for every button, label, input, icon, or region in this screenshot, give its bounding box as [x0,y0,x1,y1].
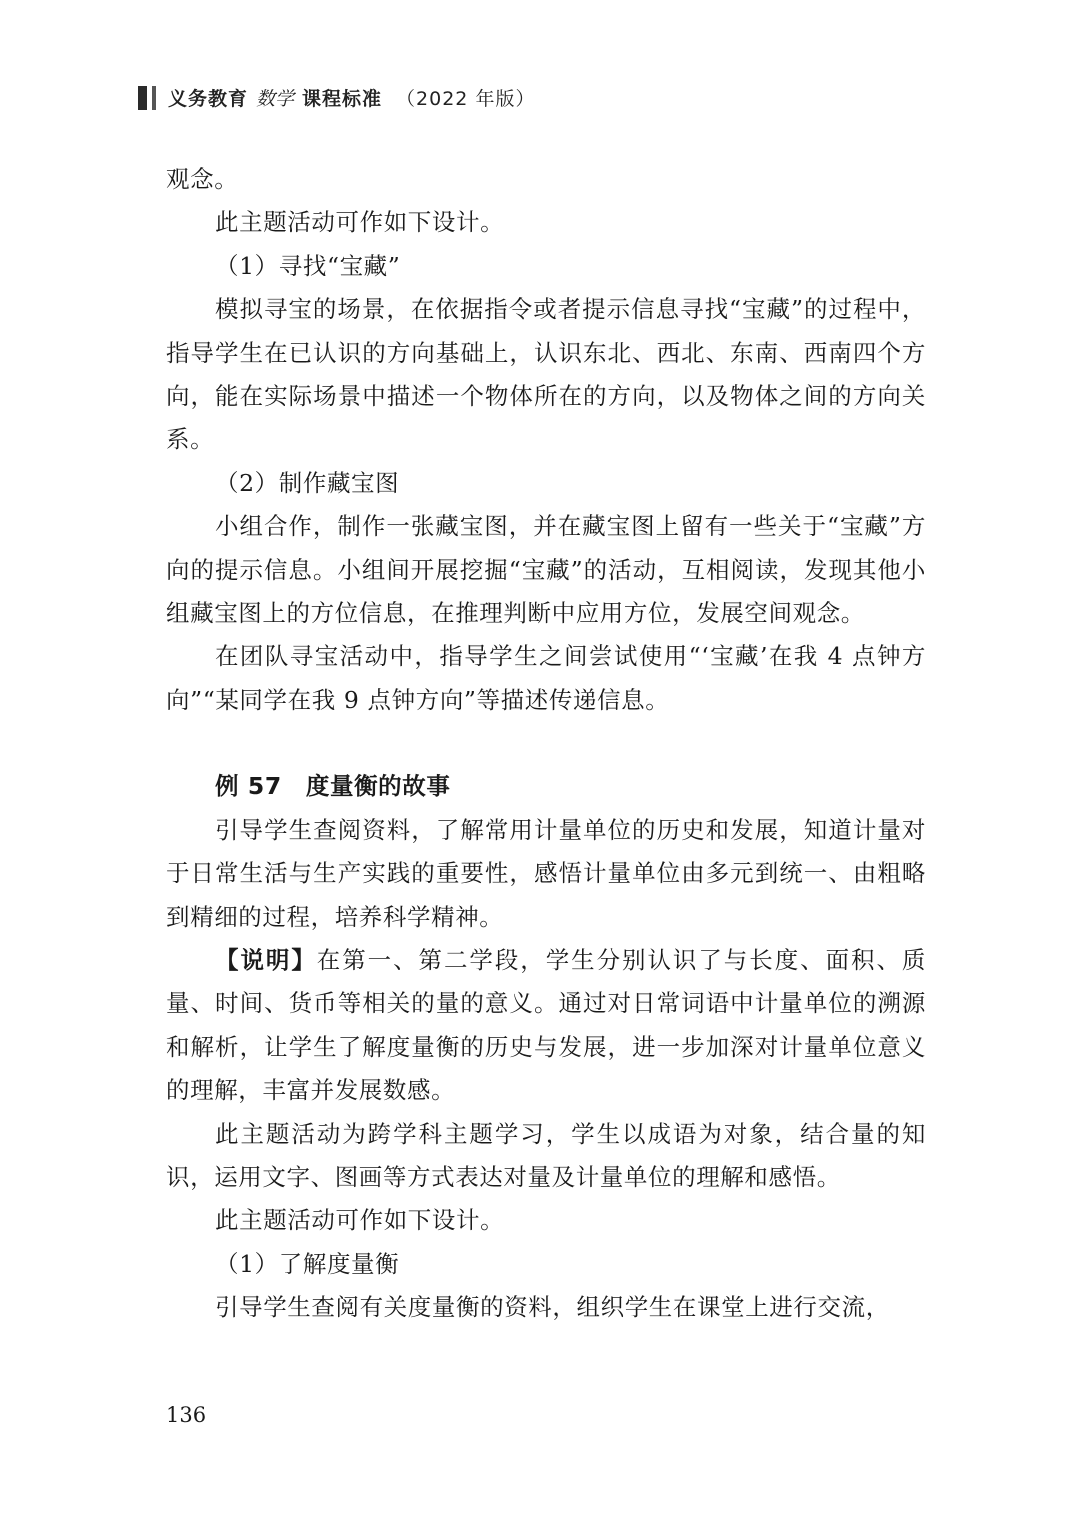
header-bars-icon [138,86,156,110]
paragraph: 在团队寻宝活动中，指导学生之间尝试使用“‘宝藏’在我 4 点钟方向”“某同学在我 9 点钟方向”等描述传递信息。 [166,642,926,714]
section-heading: （2）制作藏宝图 [215,468,400,497]
paragraph: 引导学生查阅资料，了解常用计量单位的历史和发展，知道计量对于日常生活与生产实践的重要性，感悟计量单位由多元到统一、由粗略到精细的过程，培养科学精神。 [166,815,926,931]
paragraph: 此主题活动可作如下设计。 [215,1206,505,1235]
paragraph: 此主题活动可作如下设计。 [215,208,505,237]
page-number: 136 [166,1403,207,1427]
paragraph: 模拟寻宝的场景，在依据指令或者提示信息寻找“宝藏”的过程中，指导学生在已认识的方向基础上，认识东北、西北、东南、西南四个方向，能在实际场景中描述一个物体所在的方向，以及物体之间的方向关系。 [166,295,926,454]
note-text: 在第一、第二学段，学生分别认识了与长度、面积、质量、时间、货币等相关的量的意义。通过对日常词语中计量单位的溯源和解析，让学生了解度量衡的历史与发展，进一步加深对计量单位意义的理解，丰富并发展数感。 [166,945,926,1105]
section-heading: （1）寻找“宝藏” [215,251,401,280]
note-paragraph [166,939,926,1113]
header-subject: 数学 [256,88,295,110]
paragraph: 小组合作，制作一张藏宝图，并在藏宝图上留有一些关于“宝藏”方向的提示信息。小组间开展挖掘“宝藏”的活动，互相阅读，发现其他小组藏宝图上的方位信息，在推理判断中应用方位，发展空间观念。 [166,512,926,628]
header-bar-thin [152,86,156,110]
header-edition: （2022 年版） [396,88,536,110]
section-heading: （1）了解度量衡 [215,1249,400,1278]
paragraph: 引导学生查阅有关度量衡的资料，组织学生在课堂上进行交流， [215,1293,890,1322]
paragraph: 此主题活动为跨学科主题学习，学生以成语为对象，结合量的知识，运用文字、图画等方式表达对量及计量单位的理解和感悟。 [166,1119,926,1191]
header-bar-thick [138,86,147,110]
page-body [166,158,926,1330]
header-title: 义务教育 [168,88,249,110]
running-header [138,84,535,111]
header-title-suffix: 课程标准 [302,88,383,110]
note-label: 【说明】 [215,945,317,974]
example-title: 例 57 度量衡的故事 [215,772,451,801]
paragraph: 观念。 [166,165,239,193]
